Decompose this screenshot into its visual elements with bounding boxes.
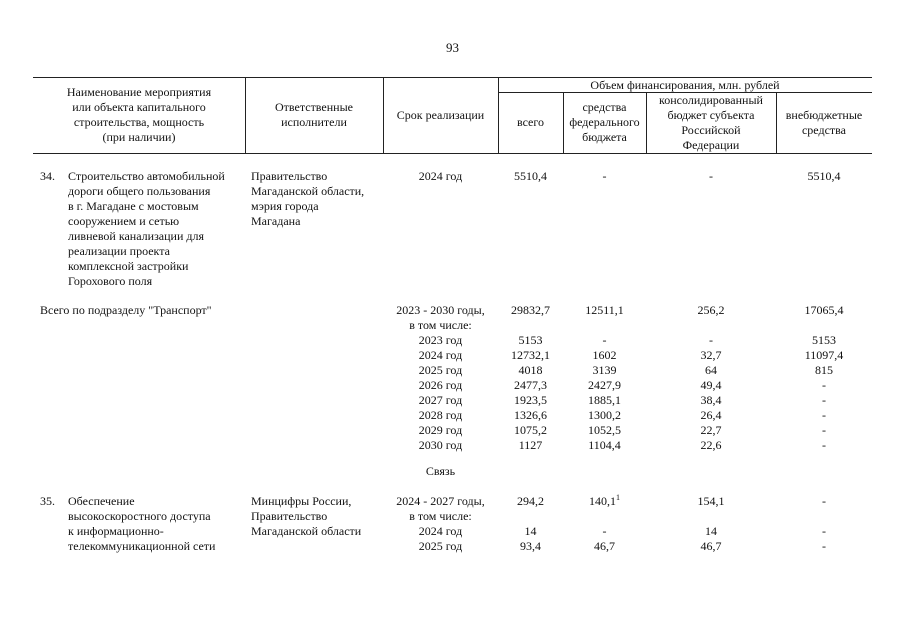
value-cell: - — [822, 378, 826, 392]
header-name: Наименование мероприятия или объекта капитального строительства, мощность (при наличии) — [66, 85, 212, 144]
row35-federal-list — [563, 494, 646, 554]
value-text: 140,1 — [589, 494, 616, 508]
value-cell — [498, 509, 563, 524]
value-cell: 22,7 — [700, 423, 722, 437]
header-total: всего — [516, 115, 545, 129]
period-line: 2030 год — [418, 438, 463, 452]
row-number: 35. — [40, 494, 55, 508]
value-cell: 49,4 — [700, 378, 722, 392]
value-cell: - — [822, 494, 826, 508]
value-cell: 2477,3 — [514, 378, 547, 392]
value-cell: 32,7 — [700, 348, 722, 362]
period-line: 2026 год — [418, 378, 463, 392]
row-name: Обеспечение высокоскоростного доступа к информационно- телекоммуникационной сети — [68, 494, 216, 553]
header-federal: средства федерального бюджета — [569, 100, 640, 144]
value-cell: 1923,5 — [514, 393, 547, 407]
header-regional: консолидированный бюджет субъекта Российской Федерации — [659, 93, 763, 152]
value-cell: 14 — [524, 524, 537, 538]
header-period: Срок реализации — [396, 108, 485, 122]
value-cell — [563, 318, 646, 333]
value-cell: - — [822, 524, 826, 538]
value-cell: 1104,4 — [588, 438, 621, 452]
row35-regional-list — [646, 494, 776, 554]
footnote-mark: 1 — [616, 493, 620, 502]
value-cell: - — [822, 423, 826, 437]
value-cell: 1052,5 — [588, 423, 621, 437]
value-cell: 1127 — [518, 438, 543, 452]
value-cell: 1075,2 — [514, 423, 547, 437]
period-line: 2028 год — [418, 408, 463, 422]
subtotal-extra-list — [776, 303, 872, 453]
value-cell: 93,4 — [520, 539, 541, 553]
page-number: 93 — [446, 40, 459, 55]
value-cell: 1300,2 — [588, 408, 621, 422]
value-cell: 29832,7 — [511, 303, 550, 317]
period-line: 2029 год — [418, 423, 463, 437]
value-cell — [563, 494, 646, 509]
value-cell — [776, 509, 872, 524]
period-line: в том числе: — [409, 318, 472, 332]
subtotal-total-list — [498, 303, 563, 453]
value-cell: 64 — [705, 363, 717, 377]
header-bottom-rule — [33, 153, 872, 154]
value-cell: 22,6 — [700, 438, 722, 452]
row35-period-list — [383, 494, 498, 554]
value-cell: 46,7 — [700, 539, 722, 553]
value-cell: 256,2 — [697, 303, 725, 317]
row-extra: 5510,4 — [807, 169, 841, 183]
value-cell: 294,2 — [517, 494, 544, 508]
value-cell: 3139 — [592, 363, 617, 377]
value-cell — [776, 318, 872, 333]
period-line: 2027 год — [418, 393, 463, 407]
value-cell: 11097,4 — [804, 348, 844, 362]
period-line: 2024 год — [418, 348, 463, 362]
value-cell: 1885,1 — [588, 393, 621, 407]
row-total: 5510,4 — [514, 169, 547, 183]
period-line: 2024 год — [418, 524, 463, 538]
value-cell: - — [602, 333, 607, 347]
value-cell: 5153 — [812, 333, 836, 347]
value-cell: 12511,1 — [585, 303, 624, 317]
value-cell — [498, 318, 563, 333]
value-cell: 46,7 — [594, 539, 615, 553]
row35-extra-list — [776, 494, 872, 554]
value-cell: 1602 — [592, 348, 617, 362]
period-line: 2024 - 2027 годы, — [396, 494, 485, 508]
header-executors: Ответственные исполнители — [275, 100, 353, 129]
value-cell: 17065,4 — [804, 303, 844, 317]
subtotal-federal-list — [563, 303, 646, 453]
row-number: 34. — [40, 169, 55, 183]
value-cell: 1326,6 — [514, 408, 547, 422]
value-cell: 154,1 — [697, 494, 725, 508]
value-cell: 38,4 — [700, 393, 722, 407]
header-financing: Объем финансирования, млн. рублей — [590, 78, 780, 92]
period-line: в том числе: — [409, 509, 472, 523]
subtotal-period-list — [383, 303, 498, 453]
row35-total-list — [498, 494, 563, 554]
period-line: 2023 год — [418, 333, 463, 347]
value-cell: 14 — [705, 524, 717, 538]
row-period: 2024 год — [418, 169, 463, 183]
value-cell: 12732,1 — [511, 348, 550, 362]
value-cell: - — [822, 539, 826, 553]
value-cell: 26,4 — [700, 408, 722, 422]
header-extra: внебюджетные средства — [785, 108, 863, 137]
row-executors: Минцифры России, Правительство Магаданской области — [251, 494, 362, 538]
value-cell — [646, 509, 776, 524]
value-cell: 2427,9 — [588, 378, 621, 392]
subtotal-label: Всего по подразделу "Транспорт" — [40, 303, 212, 317]
value-cell: - — [822, 408, 826, 422]
value-cell: 5153 — [518, 333, 543, 347]
section-title: Связь — [425, 464, 456, 478]
subtotal-regional-list — [646, 303, 776, 453]
value-cell — [646, 318, 776, 333]
row-executors: Правительство Магаданской области, мэрия города Магадана — [251, 169, 365, 228]
period-line: 2025 год — [418, 363, 463, 377]
row-federal: - — [602, 169, 607, 183]
value-cell: - — [709, 333, 713, 347]
value-cell: - — [822, 438, 826, 452]
period-line: 2025 год — [418, 539, 463, 553]
value-cell: 815 — [815, 363, 833, 377]
row-regional: - — [709, 169, 713, 183]
period-line: 2023 - 2030 годы, — [396, 303, 485, 317]
value-cell: - — [602, 524, 607, 538]
value-cell — [563, 509, 646, 524]
value-cell: - — [822, 393, 826, 407]
row-name: Строительство автомобильной дороги общего пользования в г. Магадане с мостовым сооружением и сетью ливневой канализации для реализации проекта комплексной застройки Горохового поля — [68, 169, 225, 288]
value-cell: 4018 — [518, 363, 543, 377]
